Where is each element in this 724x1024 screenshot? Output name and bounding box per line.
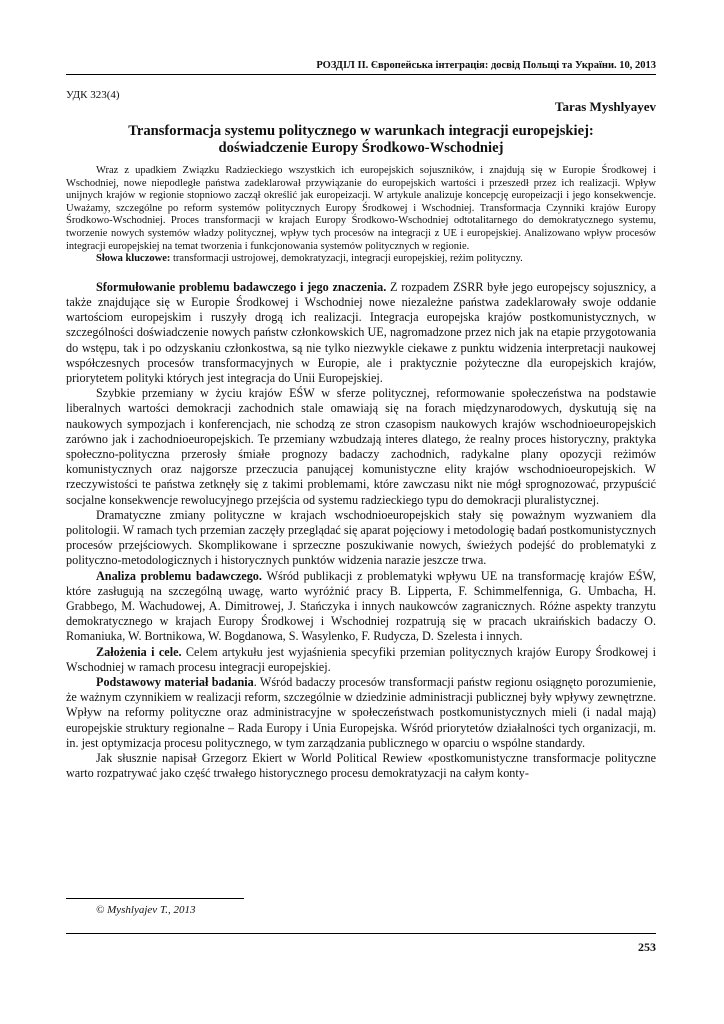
paragraph-politology: Dramatyczne zmiany polityczne w krajach wschodnioeuropejskich stały się poważnym wyzwaniem dla politologii. W ramach tych przemian zaczęły przeglądać się aparat pojęciowy i metodologię badań postkomunistycznych procesów przejściowych. Skomplikowane i sprzeczne poszukiwanie nowych, świeżych podejść do problematyki z polityczno-metodologicznych i historycznych punktów widzenia narazie jeszcze trwa. bbox=[66, 507, 656, 568]
running-header: РОЗДІЛ ІІ. Європейська інтеграція: досвід Польщі та України. 10, 2013 bbox=[66, 60, 656, 75]
keywords bbox=[66, 253, 656, 266]
paragraph-heading: Podstawowy materiał badania bbox=[96, 675, 254, 690]
author-name: Taras Myshlyayev bbox=[555, 99, 656, 114]
udk-code: УДК 323(4) bbox=[66, 89, 120, 101]
paragraph-text: Celem artykułu jest wyjaśnienia specyfiki przemian politycznych krajów Europy Środkowej i Wschodniej w ramach procesu integracji europejskiej. bbox=[66, 644, 656, 674]
article-title bbox=[66, 123, 656, 157]
footnote-divider bbox=[66, 898, 244, 899]
paragraph-problem-statement bbox=[66, 280, 656, 386]
abstract: Wraz z upadkiem Związku Radzieckiego wszystkich ich europejskich sojuszników, i znajdują się w Europie Środkowej i Wschodniej, nowe niepodległe państwa zadeklarował przywiązanie do europejskich wartości i przeszedł przez ich realizacji. Wpływ unijnych krajów w regionie stopniowo zaczął określić jak europeizacji. W artykule analizuje koncepcję europeizacji i jego konsekwencje. Uważamy, szczególne po reform systemów politycznych Europy Środkowej i Wschodniej. Transformacja Czynniki krajów Europy Środkowo-Wschodniej. Proces transformacji w krajach Europy Środkowo-Wschodniej odtotalitarnego do demokratycznego systemu, tworzenie nowych systemów władzy politycznej, wpływ tych procesów na integracji z UE i europejskiej. Analizowano wpływ procesów integracji europejskiej na temat tworzenia i funkcjonowania systemów politycznych w regionie. bbox=[66, 165, 656, 252]
paragraph-changes: Szybkie przemiany w życiu krajów EŚW w sferze politycznej, reformowanie społeczeństwa na podstawie liberalnych wartości demokracji zachodnich stale omawiają się na forach międzynarodowych, dyskutują się na naukowych sympozjach i konferencjach, nie schodzą ze stron czasopism naukowych krajów wschodnioeuropejskich zarówno jak i zachodnioeuropejskich. Te przemiany wzbudzają interes dlatego, że realny proces historyczny, praktyka społeczno-polityczna przerosły śmiałe prognozy badaczy zachodnich, radykalne plany opozycji reżimów komunistycznych oraz najgorsze przeczucia panującej komunistyczne elity krajów wschodnioeuropejskich. W rzeczywistości te państwa zetknęły się z takimi problemami, które zawczasu nikt nie mógł sprognozować, przypuścić socjalne konsekwencje rewolucyjnego przejścia od systemu radzieckiego typu do demokracji pluralistycznej. bbox=[66, 386, 656, 507]
paragraph-analysis bbox=[66, 569, 656, 645]
paragraph-ekiert-quote: Jak słusznie napisał Grzegorz Ekiert w World Political Rewiew «postkomunistyczne transformacje polityczne warto rozpatrywać jako część trwałego historycznego procesu demokratyzacji na całym konty- bbox=[66, 751, 656, 781]
paragraph-main-material bbox=[66, 675, 656, 751]
title-line-1: Transformacja systemu politycznego w warunkach integracji europejskiej: bbox=[128, 123, 594, 139]
page-number: 253 bbox=[638, 940, 656, 954]
paragraph-heading: Założenia i cele. bbox=[96, 644, 182, 659]
title-line-2: doświadczenie Europy Środkowo-Wschodniej bbox=[218, 140, 504, 156]
paragraph-heading: Sformułowanie problemu badawczego i jego znaczenia. bbox=[96, 279, 387, 294]
article-page bbox=[66, 60, 656, 781]
paragraph-goals bbox=[66, 645, 656, 675]
keywords-text: transformacji ustrojowej, demokratyzacji, integracji europejskiej, reżim polityczny. bbox=[170, 253, 523, 265]
paragraph-heading: Analiza problemu badawczego. bbox=[96, 568, 262, 583]
paragraph-text: Wśród publikacji z problematyki wpływu UE na transformację krajów EŚW, które zasługują na szczególną uwagę, warto wyróżnić pracy B. Lipperta, F. Schimmelfenniga, G. Umbacha, H. Grabbego, M. Wachudowej, A. Dimitrowej, J. Stańczyka i innych naukowców zagranicznych. Różne aspekty tranzytu demokratycznego w krajach Europy Środkowej i Wschodniej rozpatrują się w pracach ukraińskich badaczy O. Romaniuka, W. Bortnikowa, W. Bogdanowa, S. Wasylenko, F. Rudycza, D. Szelesta i innych. bbox=[66, 568, 656, 644]
paragraph-text: Z rozpadem ZSRR byłe jego europejscy sojusznicy, a także znajdujące się w Europie Środkowej i Wschodniej nowe niezależne państwa zadeklarowały swoje oddanie wartościom europejskim i ruszyły drogą ich realizacji. Integracja europejska krajów postkomunistycznych, w szczególności doświadczenie nowych państw członkowskich UE, nagromadzone przez nich jak na etapie przygotowania do wstępu, tak i po odzyskaniu członkostwa, są nie tylko niezwykle ciekawe z punktu widzenia interpretacji naukowej współczesnych procesów transformacyjnych w Europie, ale i praktycznie pożyteczne dla europejskich krajów, priorytetem polityki których jest integracja do Unii Europejskiej. bbox=[66, 279, 656, 385]
paragraph-text: . Wśród badaczy procesów transformacji państw regionu osiągnęto porozumienie, że ważnym czynnikiem w realizacji reform, szczególnie w dziedzinie administracji publicznej były wpływy zewnętrzne. Wpływ na reformy polityczne oraz administracyjne w społeczeństwach postkomunistycznych mieli (i nadal mają) europejskie struktury regionalne – Rada Europy i Unia Europejska. Wśród priorytetów działalności tych organizacji, m. in. jest optymizacja procesu politycznego, w tym zarządzania publicznego w oparciu o wspólne standardy. bbox=[66, 675, 657, 750]
keywords-label: Słowa kluczowe: bbox=[96, 253, 171, 265]
bottom-divider bbox=[66, 933, 656, 934]
copyright-footnote: © Myshlyajev T., 2013 bbox=[96, 904, 196, 916]
